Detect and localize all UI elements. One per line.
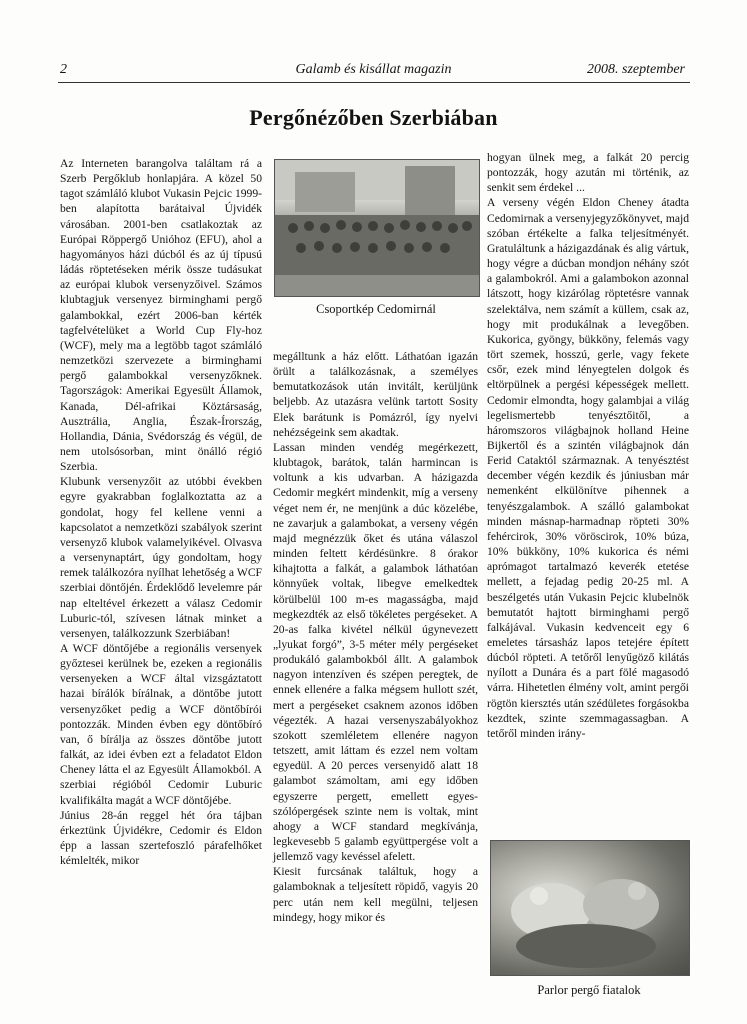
paragraph: Kiesit furcsának találtuk, hogy a galamboknak a teljesített röpidő, vagyis 20 perc után nem kell megülni, teljesen mindegy, hogy mikor és (273, 865, 478, 924)
paragraph: megálltunk a ház előtt. Láthatóan igazán örült a találkozásnak, a személyes bemutatkozások után invitált, kerüljünk beljebb. Az utazásra velünk tartott Sosity Elek barátunk is Pomázról, így nyelvi nehézségeink sem akadtak. (273, 350, 478, 439)
column-3-text (487, 150, 689, 741)
header-rule (58, 82, 690, 83)
article-column-3 (487, 150, 689, 741)
group-photo (274, 159, 480, 297)
paragraph: Június 28-án reggel hét óra tájban érkeztünk Újvidékre, Cedomir és Eldon épp a lassan szertefoszló párafelhőket kémlelték, mikor (60, 808, 262, 868)
paragraph: Az Interneten barangolva találtam rá a Szerb Pergőklub honlapjára. A közel 50 tagot számláló klubot Vukasin Pejcic 1999-ben alapította barátaival Újvidék városában. 2001-ben csatlakoztak az Európai Röppergő Unióhoz (EFU), ahol a hagyományos házi dúcból és az új típusú ládás röptetéseken mérik össze tudásukat az európai klubok versenyzőivel. Számos klubtagjuk versenyez birminghami pergő galambokkal, ezért 2006-ban kérték tagfelvételüket a World Cup Fly-hoz (WCF), mely ma a legtöbb tagot számláló nemzetközi szervezete a birminghami pergő galambokkal versenyzőknek. Tagországok: Amerikai Egyesült Államok, Kanada, Dél-afrikai Köztársaság, Ausztrália, Anglia, Észak-Írország, Hollandia, Dánia, Svédország és végül, de nem utolsósorban, mint önálló régió Szerbia. (60, 157, 262, 474)
group-photo-caption: Csoportkép Cedomirnál (316, 302, 436, 316)
paragraph: hogyan ülnek meg, a falkát 20 percig pontozzák, hogy azután mi történik, az senkit sem érdekel ... (487, 151, 689, 195)
column-1-text (60, 156, 262, 868)
article-title: Pergőnézőben Szerbiában (249, 105, 498, 130)
young-pigeons-photo (490, 840, 690, 976)
page-number: 2 (60, 62, 67, 77)
article-column-2 (273, 349, 478, 925)
paragraph: A verseny végén Eldon Cheney átadta Cedomirnak a versenyjegyzőkönyvet, majd szóban értékelte a falka teljesítményét. Gratuláltunk a házigazdának és alig vártuk, hogy végre a dúcban mondjon néhány szót a galambokról. Ami a galambokon azonnal látszott, hogy kizárólag röptetésre vannak szelektálva, nem számít a küllem, csak az, hogy mit produkálnak a levegőben. Kukorica, gyöngy, bükköny, felemás vagy tört szemek, hosszú, gerle, vagy fekete csőr, ezek mind lényegtelen dolgok és eltörpülnek a pergési képességek mellett. Cedomir elmondta, hogy galambjai a világ legelismertebb tenyésztőitől, a háromszoros világbajnok holland Heine Bijkertől és a szintén világbajnok dán Ferid Cataktól származnak. A tenyésztést december végén kezdik és júniusban már nemenként elkülönítve pihennek a tenyészgalambok. A szálló galambokat minden másnap-harmadnap röpteti 30% fehércirok, 30% vöröscirok, 10% búza, 10% bükköny, 10% kukorica és némi aprómagot tartalmazó keverék etetése mellett, a fejadag pedig 20-25 ml. A beszélgetés után Vukasin Pejcic klubelnök bemutatót hajtott birminghami pergő falkájával. Vukasin kedvenceit egy 6 emeletes társasház lapos tetejére épített dúcból röpteti. A tetőről lenyűgöző kilátás nyílott a Dunára és a part fölé magasodó várra. Hihetetlen élmény volt, amint pergői rögtön kiersztés után szédületes forgásokba kezdtek, szinte szemmagassagban. A tetőről minden irány- (487, 196, 689, 740)
young-pigeons-caption: Parlor pergő fiatalok (537, 983, 641, 997)
paragraph: Lassan minden vendég megérkezett, klubtagok, barátok, talán harmincan is voltunk a kis udvarban. A házigazda Cedomir megkért mindenkit, míg a verseny véget nem ér, ne menjünk a dúc közelébe, ne zavarjuk a galambokat, a verseny végén majd megnézzük őket és utána válaszol minden feltett kérdésünkre. 8 órakor kihajtotta a falkát, a galambok láthatóan könnyűek voltak, libegve emelkedtek körülbelül 100 m-es magasságba, majd megkezdték az első tökéletes pergéseket. A 20-as falka kivétel nélkül úgynevezett „lyukat forgó”, 3-5 méter mély pergéseket produkáló galambokból állt. A galambok nagyon intenzíven és szépen peregtek, de ennek ellenére a falka mégsem hullott szét, mert a pergéseket csaknem azonos időben végezték. A hazai versenyszabályokhoz szokott szemléletem ellenére nagyon tetszett, amit láttam és ezzel nem voltam egyedül. A 20 perces versenyidő alatt 18 galambot számoltam, ami egy időben egyszerre pergett, emellett egyes-szólópergések szinte nem is voltak, mint ahogy a WCF standard megkívánja, legkevesebb 5 galamb együttpergése volt a jellemző vagy kevéssel afelett. (273, 440, 478, 864)
paragraph: A WCF döntőjébe a regionális versenyek győztesei kerülnek be, ezeken a regionális versenyeken a WCF által vizsgáztatott hazai bírálók bírálnak, a döntőbe jutott versenyzőket pedig a WCF döntőbírói pontozzák. Minden évben egy döntőbíró van, ő bírálja az összes döntőbe jutott falkát, az idei évben ezt a feladatot Eldon Cheney látta el az Egyesült Államokból. A szerbiai régióból Cedomir Luburic kvalifikálta magát a WCF döntőjébe. (60, 642, 262, 807)
magazine-title: Galamb és kisállat magazin (295, 62, 452, 77)
paragraph: Klubunk versenyzőit az utóbbi években egyre gyakrabban foglalkoztatta az a gondolat, hogy fel kellene venni a kapcsolatot a nemzetközi szabályok szerint versenyző klubok valamelyikével. Olvasva a versenynaptárt, úgy gondoltam, hogy remek találkozóra nyílhat lehetőség a WCF szerbiai döntőjén. Érdeklődő levelemre pár nap elteltével érkezett a válasz Cedomir Luburic-tól, szívesen látnak minket a versenyen, találkozzunk Szerbiában! (60, 475, 262, 640)
column-2-text (273, 349, 478, 925)
article-column-1 (60, 156, 262, 868)
issue-date: 2008. szeptember (587, 62, 685, 77)
